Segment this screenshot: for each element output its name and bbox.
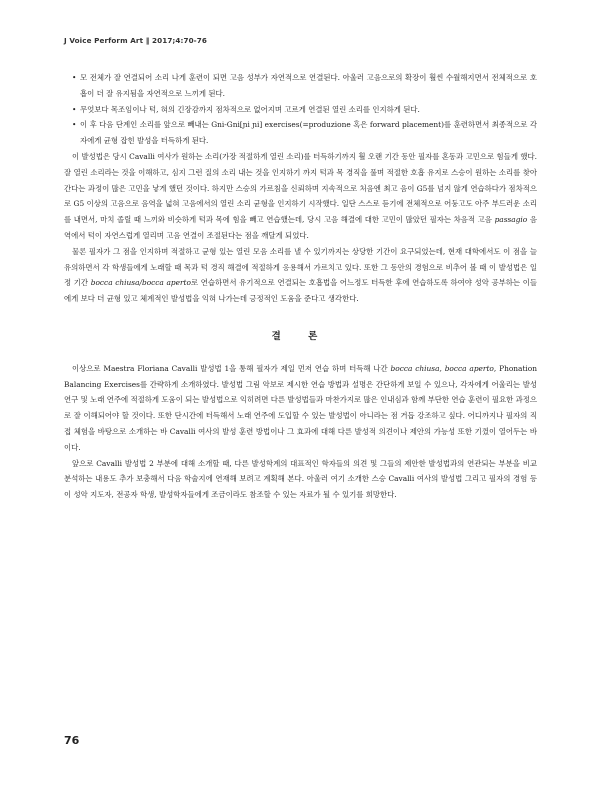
bullet-text: 이 후 다음 단계인 소리를 앞으로 빼내는 Gni-Gni[ɲi ɲi] exercises(=produzione 혹은 forward placement)를 훈련하면서 최종적으로 각자에게 균형 잡힌 발성을 터득하게 된다. [80, 120, 537, 146]
paragraph-text: , Phonation Balancing Exercises를 간략하게 소개하였다. 발성법 그림 악보로 제시한 연습 방법과 설명은 간단하게 보일 수 있으나, 각자에게 어울리는 발성 연구 및 노래 연주에 적절하게 도움이 되는 발성법으로 익히려면 다른 발성법들과 마찬가지로 많은 인내심과 함께 부단한 연습 훈련이 필요한 과정으로 잘 이해되어야 할 것이다. 또한 단시간에 터득해서 노래 연주에 도입할 수 있는 발성법이 아니라는 점 거듭 강조하고 싶다. 어디까지나 필자의 직접 체험을 바탕으로 소개하는 바 Cavalli 여사의 발성 훈련 방법이나 그 효과에 대해 다른 발성적 의견이나 제안의 가능성 또한 기껐이 열어두는 바이다. [64, 363, 538, 452]
paragraph-text: 음역에서 턱이 자연스럽게 열리며 고음 연결이 조절된다는 점을 깨달게 되었다. [64, 215, 537, 240]
section-title: 결 론 [271, 330, 330, 342]
bullet-list [64, 70, 537, 149]
bullet-text: 무엇보다 목조임이나 턱, 혀의 긴장감까지 점차적으로 없어지며 고르게 연결된 열린 소리를 인지하게 된다. [80, 104, 420, 114]
list-item [64, 102, 537, 118]
paragraph-text: 물론 필자가 그 점을 인지하며 적절하고 균형 있는 열린 모음 소리를 낼 수 있기까지는 상당한 기간이 요구되었는데, 현재 대학에서도 이 점을 늘 유의하면서 각 학생들에게 노래할 때 목과 턱 경직 해결에 적절하게 응용해서 가르치고 있다. 또한 그 동안의 경험으로 비추어 볼 때 이 발성법은 일정 기간 [64, 246, 537, 288]
bullet-dot-icon: • [72, 120, 77, 130]
article-body [64, 70, 537, 503]
paragraph-text: 로 연습하면서 유기적으로 연결되는 호흡법을 어느정도 터득한 후에 연습하도록 하여야 성악 공부하는 이들에게 보다 더 균형 있고 체계적인 발성법을 익혀 나가는데 긍정적인 도움을 준다고 생각한다. [64, 278, 537, 304]
bullet-dot-icon: • [72, 73, 77, 82]
italic-term: bocca chiusa, bocca aperto [390, 363, 494, 373]
italic-term: bocca chiusa/bocca aperto [90, 278, 191, 288]
paragraph: 앞으로 Cavalli 발성법 2 부분에 대해 소개할 때, 다른 발성학계의 대표적인 학자들의 의견 및 그들의 제안한 발성법과의 연관되는 부분을 비교 분석하는 내용도 추가 보충해서 다음 학술지에 연재해 보려고 계획해 본다. 아울러 여기 소개한 스승 Cavalli 여사의 발성법 그리고 필자의 경험 등이 성악 지도자, 전공자 학생, 발성학자들에게 조금이라도 참조할 수 있는 자료가 될 수 있기를 희망한다. [64, 458, 537, 500]
list-item [64, 117, 537, 149]
paragraph [64, 361, 537, 456]
list-item [64, 70, 537, 102]
page-number: 76 [64, 734, 80, 747]
bullet-text: 모 전체가 잘 연결되어 소리 나게 훈련이 되면 고음 성부가 자연적으로 연결된다. 아울러 고음으로의 확장이 훨씬 수월해지면서 전체적으로 호흡이 더 잘 유지됨을 자연적으로 느끼게 된다. [80, 73, 537, 98]
paragraph-text: 이 발성법은 당시 Cavalli 여사가 원하는 소리(가장 적절하게 열린 소리)를 터득하기까지 훨 오랜 기간 동안 필자를 혼동과 고민으로 힘들게 했다. 잘 열린 소리라는 것을 이해하고, 심지 그런 질의 소리 내는 것을 인지하기 까지 턱과 목 경직을 풀며 적절한 호흡 유지로 스승이 원하는 소리를 찾아간다는 과정이 많은 고민을 낳게 했던 것이다. 하지만 스승의 가르침을 신뢰하며 지속적으로 처음엔 최고 음이 G5를 넘지 않게 연습하다가 점차적으로 G5 이상의 고음으로 음역을 넓혀 고음에서의 열린 소리 균형을 인지하기 시작했다. 일단 스스로 듣기에 전체적으로 어둥고도 아주 부드러운 소리를 내면서, 마치 졸릴 때 느끼와 비슷하게 턱과 목에 힘을 빼고 연습했는데, 당시 고음 해결에 대한 고민이 많았던 필자는 차음적 고음 [64, 151, 537, 225]
bullet-dot-icon: • [72, 104, 77, 114]
journal-header: J Voice Perform Art ‖ 2017;4:70-76 [64, 36, 207, 45]
paragraph [64, 244, 537, 307]
paragraph [64, 149, 537, 244]
italic-term: passagio [494, 215, 528, 225]
paragraph-text: 이상으로 Maestra Floriana Cavalli 발성법 1을 통해 필자가 제일 먼저 연습 하며 터득해 나간 [72, 363, 391, 373]
